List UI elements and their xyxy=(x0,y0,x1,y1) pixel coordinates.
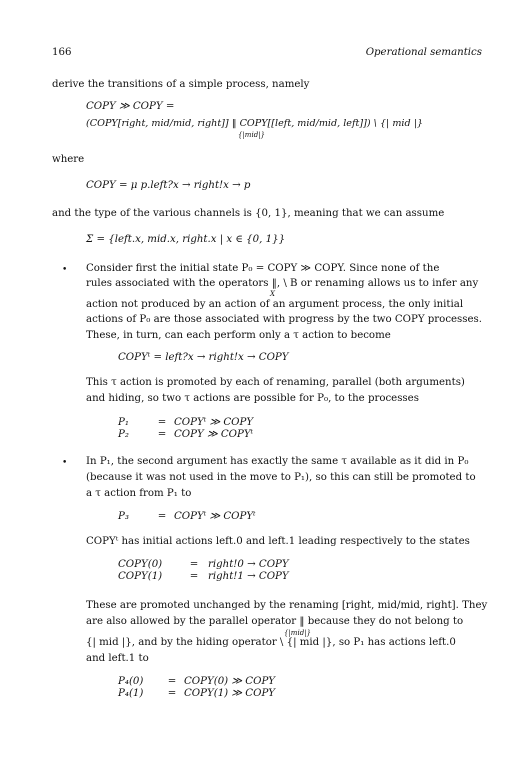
equation-equals: = xyxy=(167,688,177,699)
equation-row xyxy=(118,676,275,688)
bullet1-line1: Consider first the initial state P₀ = COPY ≫ COPY. Since none of the xyxy=(86,263,440,274)
equation-rhs: COPY(0) ≫ COPY xyxy=(184,676,276,687)
equation-row xyxy=(118,688,275,700)
where-text: where xyxy=(52,154,85,165)
equation-block-p1-p2 xyxy=(118,417,253,441)
bullet1-line2-subscript: X xyxy=(270,290,275,298)
equation-equals: = xyxy=(157,429,167,440)
bullet1-line2: rules associated with the operators ‖, \ B or renaming allows us to infer any xyxy=(86,278,479,289)
bullet1-line4: actions of P₀ are those associated with progress by the two COPY processes. xyxy=(86,314,482,325)
channels-text: and the type of the various channels is {0, 1}, meaning that we can assume xyxy=(52,208,445,219)
equation-equals: = xyxy=(189,559,199,570)
equation-rhs: COPYᵗ ≫ COPYᵗ xyxy=(174,511,256,522)
bullet2-line3: a τ action from P₁ to xyxy=(86,488,192,499)
equation-row xyxy=(118,417,253,429)
equation-equals: = xyxy=(157,417,167,428)
equation-copy-line1: COPY ≫ COPY = xyxy=(86,101,175,112)
equation-rhs: right!0 → COPY xyxy=(208,559,289,570)
equation-equals: = xyxy=(157,511,167,522)
bullet1-line5: These, in turn, can each perform only a τ action to become xyxy=(86,330,391,341)
bullet2-line4: COPYᵗ has initial actions left.0 and left.1 leading respectively to the states xyxy=(86,536,470,547)
bullet2-line1: In P₁, the second argument has exactly the same τ available as it did in P₀ xyxy=(86,456,469,467)
bullet2-line6-subscript: {|mid|} xyxy=(284,629,311,637)
equation-lhs: COPY(1) xyxy=(118,571,163,582)
running-title: Operational semantics xyxy=(365,47,482,58)
equation-row xyxy=(118,429,253,441)
bullet1-line7: and hiding, so two τ actions are possible for P₀, to the processes xyxy=(86,393,419,404)
equation-copy-line2-subscript: {|mid|} xyxy=(238,131,265,139)
equation-lhs: P₄(1) xyxy=(118,688,144,699)
equation-rhs: right!1 → COPY xyxy=(208,571,289,582)
page-number: 166 xyxy=(52,47,72,58)
bullet1-line6: This τ action is promoted by each of renaming, parallel (both arguments) xyxy=(86,377,465,388)
equation-copy-definition: COPY = μ p.left?x → right!x → p xyxy=(86,180,251,191)
equation-equals: = xyxy=(167,676,177,687)
bullet-icon: • xyxy=(62,458,68,468)
bullet2-line5: These are promoted unchanged by the renaming [right, mid/mid, right]. They xyxy=(86,600,488,611)
bullet1-line3: action not produced by an action of an argument process, the only initial xyxy=(86,299,464,310)
equation-row xyxy=(118,559,289,571)
bullet2-line2: (because it was not used in the move to P₁), so this can still be promoted to xyxy=(86,472,476,483)
equation-rhs: COPY ≫ COPYᵗ xyxy=(174,429,254,440)
equation-row xyxy=(118,571,289,583)
equation-block-copy-states xyxy=(118,559,289,583)
equation-row xyxy=(118,511,256,523)
equation-block-p4 xyxy=(118,676,275,700)
equation-block-p3 xyxy=(118,511,256,523)
equation-rhs: COPY(1) ≫ COPY xyxy=(184,688,276,699)
intro-text: derive the transitions of a simple process, namely xyxy=(52,79,310,90)
equation-lhs: COPY(0) xyxy=(118,559,163,570)
equation-lhs: P₂ xyxy=(118,429,129,440)
equation-sigma: Σ = {left.x, mid.x, right.x | x ∈ {0, 1}} xyxy=(86,234,286,245)
bullet2-line6: are also allowed by the parallel operator ‖ because they do not belong to xyxy=(86,616,464,627)
bullet2-line7: {| mid |}, and by the hiding operator \ {| mid |}, so P₁ has actions left.0 xyxy=(86,637,456,648)
equation-copy-tau: COPYᵗ = left?x → right!x → COPY xyxy=(118,352,289,363)
equation-rhs: COPYᵗ ≫ COPY xyxy=(174,417,254,428)
bullet2-line8: and left.1 to xyxy=(86,653,149,664)
bullet-icon: • xyxy=(62,265,68,275)
equation-copy-line2: (COPY[right, mid/mid, right]] ‖ COPY[[left, mid/mid, left]]) \ {| mid |} xyxy=(86,118,424,129)
equation-lhs: P₁ xyxy=(118,417,129,428)
equation-equals: = xyxy=(189,571,199,582)
equation-lhs: P₃ xyxy=(118,511,129,522)
equation-lhs: P₄(0) xyxy=(118,676,144,687)
